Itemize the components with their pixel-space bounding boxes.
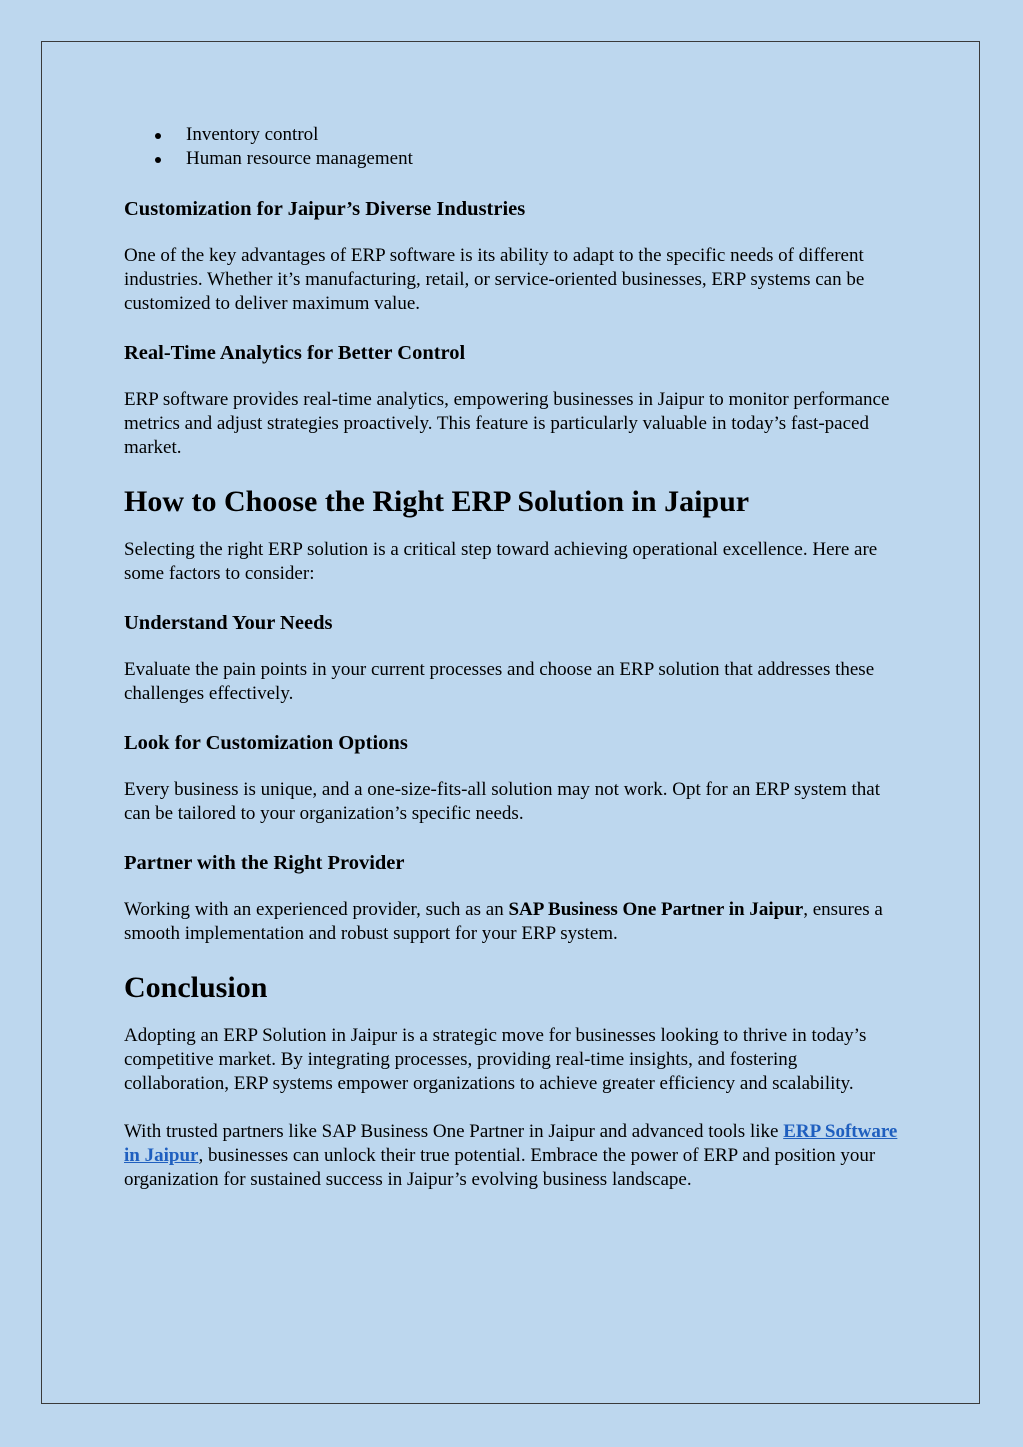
heading-partner: Partner with the Right Provider [124,852,405,874]
heading-options: Look for Customization Options [124,732,408,754]
heading-choose-erp: How to Choose the Right ERP Solution in Jaipur [124,485,750,518]
list-item-text: Human resource management [186,148,413,169]
paragraph-choose-erp: Selecting the right ERP solution is a critical step toward achieving operational excellence. Here are some factors to consider: [124,539,878,584]
paragraph-partner [124,898,904,946]
paragraph-partner-text-end: , ensures a smooth implementation and robust support for your ERP system. [124,899,883,944]
heading-analytics: Real-Time Analytics for Better Control [124,342,466,364]
paragraph-conclusion: Adopting an ERP Solution in Jaipur is a strategic move for businesses looking to thrive in today’s competitive market. By integrating processes, providing real-time insights, and fostering collaboration, ERP systems empower organizations to achieve greater efficiency and scalability. [124,1025,867,1094]
list-item-text: Inventory control [186,124,319,145]
bullet-list [124,123,904,171]
paragraph-conclusion-final-text: With trusted partners like SAP Business One Partner in Jaipur and advanced tools like [124,1121,784,1142]
heading-conclusion: Conclusion [124,971,268,1004]
paragraph-analytics: ERP software provides real-time analytics, empowering businesses in Jaipur to monitor performance metrics and adjust strategies proactively. This feature is particularly valuable in today’s fast-paced market. [124,389,890,458]
paragraph-customization: One of the key advantages of ERP software is its ability to adapt to the specific needs of different industries. Whether it’s manufacturing, retail, or service-oriented businesses, ERP systems can be customized to deliver maximum value. [124,245,865,314]
paragraph-conclusion-final [124,1120,904,1192]
paragraph-needs: Evaluate the pain points in your current processes and choose an ERP solution that addresses these challenges effectively. [124,659,875,704]
bullet-icon [155,133,161,139]
partner-name: SAP Business One Partner in Jaipur [508,899,804,920]
paragraph-partner-text: Working with an experienced provider, such as an [124,899,509,920]
paragraph-options: Every business is unique, and a one-size-fits-all solution may not work. Opt for an ERP system that can be tailored to your organization’s specific needs. [124,779,881,824]
erp-software-link[interactable]: ERP Software in Jaipur [124,1121,898,1166]
document-content [124,123,904,1192]
list-item [124,147,904,171]
heading-customization: Customization for Jaipur’s Diverse Industries [124,198,526,220]
bullet-icon [155,157,161,163]
heading-needs: Understand Your Needs [124,612,333,634]
list-item [124,123,904,147]
paragraph-conclusion-final-text-end: , businesses can unlock their true potential. Embrace the power of ERP and position your organization for sustained success in Jaipur’s evolving business landscape. [124,1145,876,1190]
